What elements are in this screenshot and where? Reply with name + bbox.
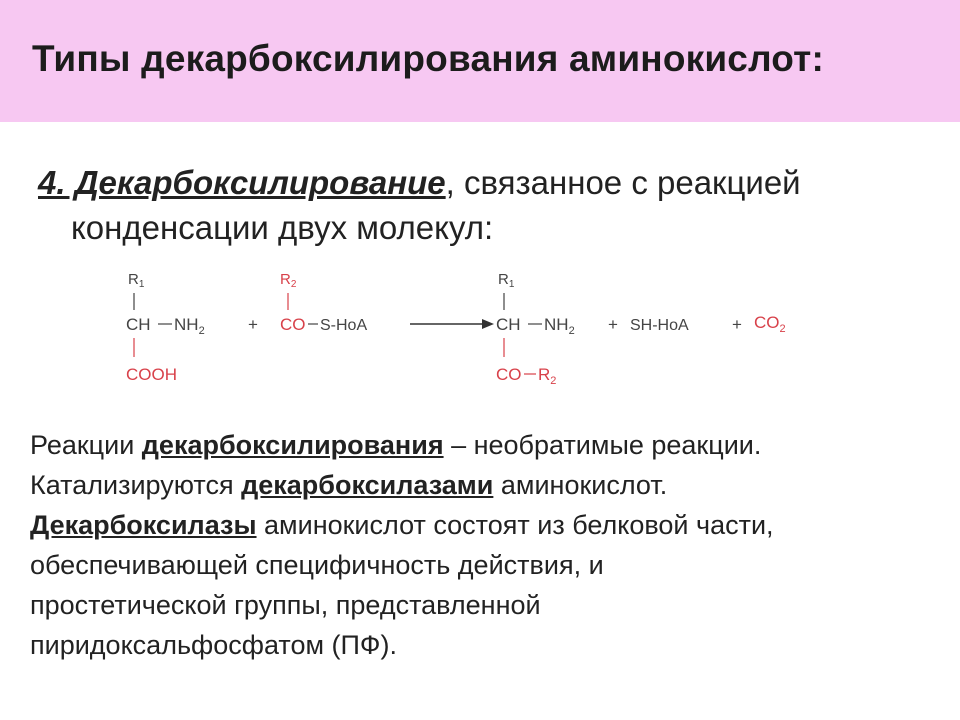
nh2-label-2: $NH_2$ <box>544 315 575 337</box>
shoa-left: S-HoA <box>320 317 368 334</box>
para-text: – необратимые реакции. <box>443 430 762 460</box>
nh2-label-1: $NH_2$ <box>174 315 205 337</box>
para-line-5: простетической группы, представленной <box>30 590 541 620</box>
r2-product-label: $R_2$ <box>538 365 557 387</box>
cooh-label: COOH <box>126 365 177 384</box>
point-4 <box>38 160 918 250</box>
reaction-scheme <box>110 258 830 398</box>
para-text: Реакции <box>30 430 142 460</box>
ch-label-1: CH <box>126 315 151 334</box>
co2-label: $CO_2$ <box>754 313 786 335</box>
point-lead: 4. Декарбоксилирование <box>38 164 446 201</box>
term-decarboxylases-cap: Декарбоксилазы <box>30 510 257 540</box>
plus-3: + <box>732 315 742 334</box>
co-label-1: CO <box>280 315 306 334</box>
plus-1: + <box>248 315 258 334</box>
r1-label: $R_1$ <box>128 271 145 290</box>
arrow-head-icon <box>482 319 494 329</box>
ch-label-2: CH <box>496 315 521 334</box>
point-rest: , связанное с реакцией <box>445 164 801 201</box>
para-line-2 <box>30 465 930 505</box>
title-bar <box>0 0 960 122</box>
term-decarboxylases: декарбоксилазами <box>241 470 494 500</box>
para-line-3 <box>30 505 930 545</box>
shoa-right: SH-HoA <box>630 317 689 334</box>
r1-product-label: $R_1$ <box>498 271 515 290</box>
slide-title: Типы декарбоксилирования аминокислот: <box>32 38 825 79</box>
description-paragraph <box>30 425 930 665</box>
term-decarboxylation: декарбоксилирования <box>141 430 444 460</box>
para-line-1 <box>30 425 930 465</box>
para-text: Катализируются <box>30 470 242 500</box>
point-continuation: конденсации двух молекул: <box>71 209 494 246</box>
para-line-4: обеспечивающей специфичность действия, и <box>30 550 604 580</box>
co-label-2: CO <box>496 365 522 384</box>
r2-label: $R_2$ <box>280 271 297 290</box>
para-text: аминокислот состоят из белковой части, <box>256 510 774 540</box>
para-line-6: пиридоксальфосфатом (ПФ). <box>30 630 397 660</box>
para-text: аминокислот. <box>493 470 668 500</box>
plus-2: + <box>608 315 618 334</box>
